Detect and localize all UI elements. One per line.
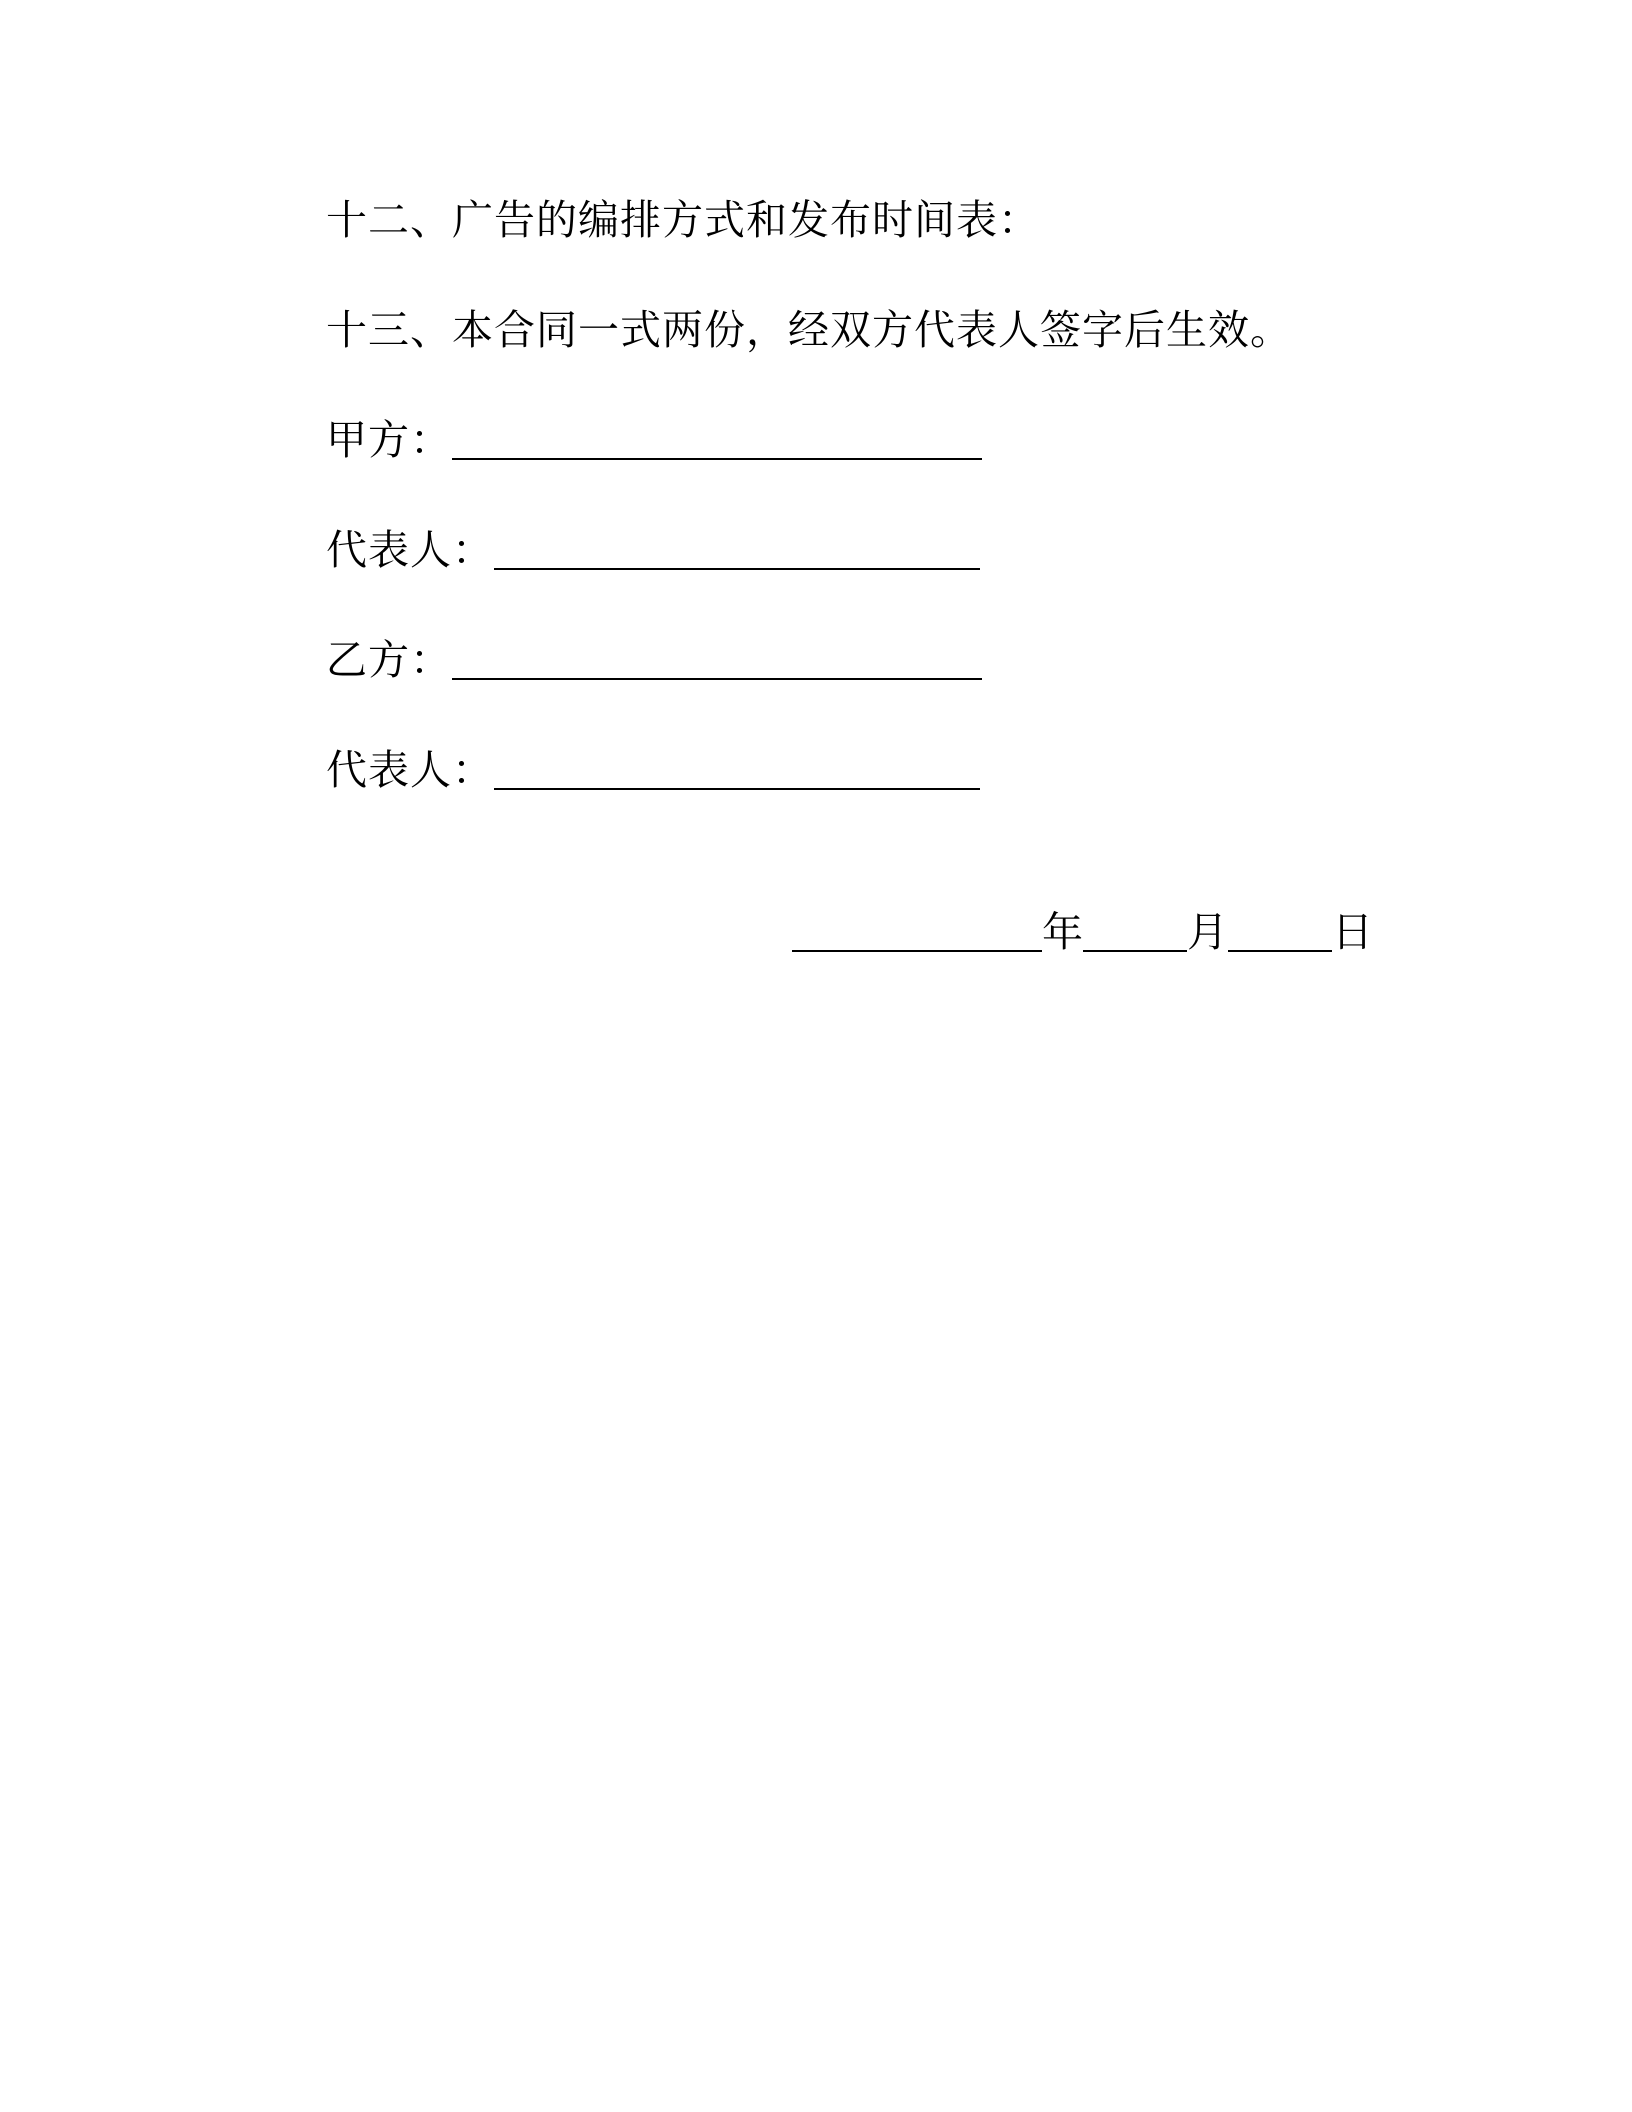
party-a-representative-row <box>326 522 980 578</box>
day-blank-line[interactable] <box>1228 910 1332 952</box>
party-b-representative-blank-line[interactable] <box>494 748 980 790</box>
party-b-signature-row <box>326 632 982 688</box>
party-a-representative-label: 代表人： <box>326 526 494 574</box>
party-b-representative-label: 代表人： <box>326 746 494 794</box>
year-label: 年 <box>1042 908 1083 956</box>
party-b-label: 乙方： <box>326 636 452 684</box>
clause-12-text: 十二、广告的编排方式和发布时间表： <box>326 196 1040 244</box>
party-a-representative-blank-line[interactable] <box>494 528 980 570</box>
party-a-label: 甲方： <box>326 416 452 464</box>
party-a-blank-line[interactable] <box>452 418 982 460</box>
year-blank-line[interactable] <box>792 910 1042 952</box>
month-blank-line[interactable] <box>1083 910 1187 952</box>
party-a-signature-row <box>326 412 982 468</box>
clause-13-text: 十三、本合同一式两份，经双方代表人签字后生效。 <box>326 306 1292 354</box>
party-b-representative-row <box>326 742 980 798</box>
day-label: 日 <box>1332 908 1373 956</box>
party-b-blank-line[interactable] <box>452 638 982 680</box>
month-label: 月 <box>1187 908 1228 956</box>
signing-date-row <box>792 904 1373 960</box>
